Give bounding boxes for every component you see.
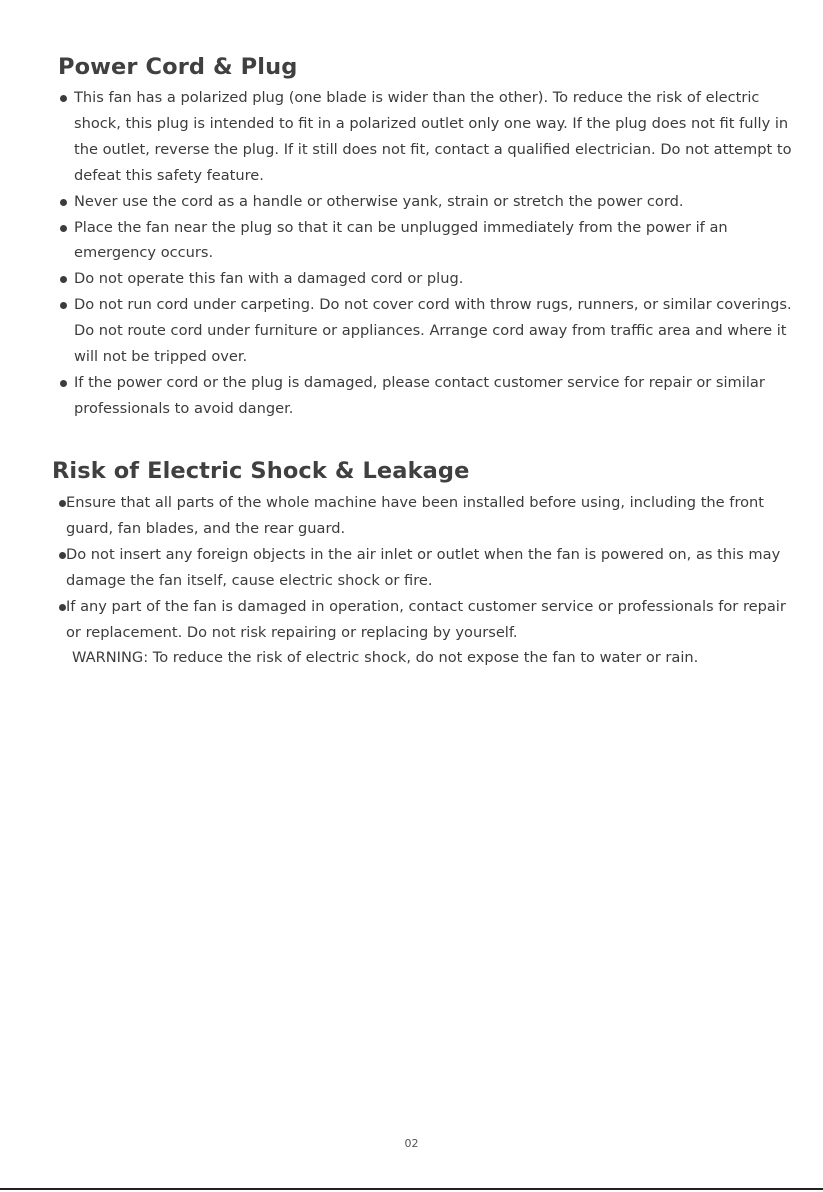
list-item — [52, 542, 792, 594]
bullet-icon — [59, 500, 66, 507]
list-item-text: If any part of the fan is damaged in operation, contact customer service or professionals for repair or replacement. Do not risk repairing or replacing by yourself. — [66, 597, 786, 641]
bullet-icon — [60, 302, 67, 309]
list-item — [58, 266, 798, 292]
list-item-text: This fan has a polarized plug (one blade is wider than the other). To reduce the risk of electric shock, this plug is intended to fit in a polarized outlet only one way. If the plug does not fit fully in the outlet, reverse the plug. If it still does not fit, contact a qualified electrician. Do not attempt to defeat this safety feature. — [74, 89, 792, 184]
power-cord-list — [58, 85, 798, 422]
list-item-text: Place the fan near the plug so that it can be unplugged immediately from the power if an emergency occurs. — [74, 218, 728, 262]
list-item — [58, 292, 798, 370]
list-item-text: Do not operate this fan with a damaged cord or plug. — [74, 270, 464, 288]
list-item-text: If the power cord or the plug is damaged, please contact customer service for repair or similar professionals to avoid danger. — [74, 373, 765, 417]
list-item-text: Never use the cord as a handle or otherwise yank, strain or stretch the power cord. — [74, 192, 684, 210]
list-item — [52, 490, 792, 542]
bullet-icon — [60, 276, 67, 283]
page-number: 02 — [404, 1137, 419, 1150]
bullet-icon — [59, 552, 66, 559]
power-cord-section — [58, 52, 798, 422]
power-cord-heading: Power Cord & Plug — [58, 54, 298, 80]
warning-text: WARNING: To reduce the risk of electric shock, do not expose the fan to water or rain. — [72, 649, 699, 667]
electric-shock-section — [52, 456, 792, 671]
bullet-icon — [60, 95, 67, 102]
list-item — [52, 594, 792, 646]
list-item — [58, 85, 798, 189]
list-item-text: Do not run cord under carpeting. Do not cover cord with throw rugs, runners, or similar coverings. Do not route cord under furniture or appliances. Arrange cord away from traffic area and where it will not be tripped over. — [74, 296, 792, 366]
list-item — [58, 215, 798, 267]
list-item — [58, 189, 798, 215]
bullet-icon — [60, 199, 67, 206]
footer-rule — [0, 1188, 823, 1190]
electric-shock-heading: Risk of Electric Shock & Leakage — [52, 458, 470, 484]
electric-shock-list — [52, 490, 792, 645]
bullet-icon — [60, 225, 67, 232]
list-item-text: Ensure that all parts of the whole machine have been installed before using, including the front guard, fan blades, and the rear guard. — [66, 494, 765, 537]
bullet-icon — [59, 604, 66, 611]
bullet-icon — [60, 380, 67, 387]
list-item-text: Do not insert any foreign objects in the air inlet or outlet when the fan is powered on, as this may damage the fan itself, cause electric shock or fire. — [66, 545, 781, 589]
list-item — [58, 370, 798, 422]
